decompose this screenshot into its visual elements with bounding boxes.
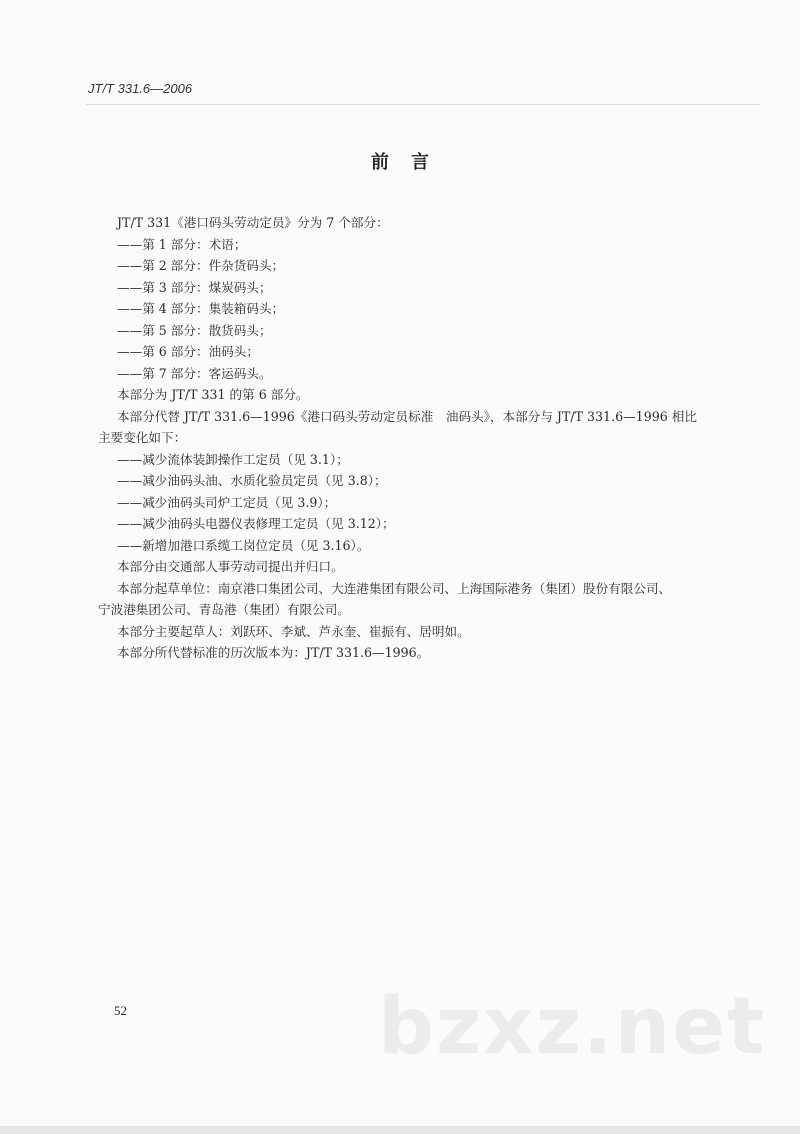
paragraph-line: ——第 1 部分：术语；	[117, 236, 247, 252]
paragraph-line: ——减少油码头司炉工定员（见 3.9）；	[117, 494, 337, 510]
paragraph-line: JT/T 331《港口码头劳动定员》分为 7 个部分：	[117, 215, 389, 230]
watermark: bzxz.net	[378, 982, 767, 1072]
paragraph-line: ——第 4 部分：集装箱码头；	[117, 301, 285, 316]
paragraph-line: ——第 6 部分：油码头；	[117, 344, 259, 359]
paragraph-line: 本部分主要起草人：刘跃环、李斌、芦永奎、崔振有、居明如。	[117, 623, 470, 639]
paragraph-line: ——减少油码头油、水质化验员定员（见 3.8）；	[117, 473, 387, 488]
paragraph-line: ——第 5 部分：散货码头；	[117, 322, 272, 338]
page-number: 52	[114, 1003, 127, 1018]
paragraph-line: ——减少油码头电器仪表修理工定员（见 3.12）；	[117, 516, 395, 531]
paragraph-line: 本部分为 JT/T 331 的第 6 部分。	[117, 387, 309, 402]
scan-edge	[0, 1126, 800, 1134]
paragraph-line: ——第 3 部分：煤炭码头；	[117, 279, 272, 295]
paragraph-line: 宁波港集团公司、青岛港（集团）有限公司。	[98, 602, 350, 617]
header-divider	[86, 104, 760, 105]
paragraph-line: ——减少流体装卸操作工定员（见 3.1）；	[117, 451, 349, 467]
paragraph-line: 本部分代替 JT/T 331.6—1996《港口码头劳动定员标准 油码头》，本部分与 JT/T 331.6—1996 相比	[117, 408, 697, 424]
paragraph-line: ——第 7 部分：客运码头。	[117, 365, 272, 381]
page-title: 前言	[371, 152, 451, 173]
paragraph-line: 本部分由交通部人事劳动司提出并归口。	[117, 559, 344, 574]
paragraph-line: ——第 2 部分：件杂货码头；	[117, 258, 285, 273]
standard-number-header: JT/T 331.6—2006	[88, 81, 193, 96]
paragraph-line: 本部分所代替标准的历次版本为：JT/T 331.6—1996。	[117, 645, 430, 660]
paragraph-line: ——新增加港口系缆工岗位定员（见 3.16）。	[117, 537, 370, 553]
foreword-body	[98, 212, 718, 664]
paragraph-line: 主要变化如下：	[98, 430, 187, 445]
paragraph-line: 本部分起草单位：南京港口集团公司、大连港集团有限公司、上海国际港务（集团）股份有限公司、	[117, 580, 672, 596]
